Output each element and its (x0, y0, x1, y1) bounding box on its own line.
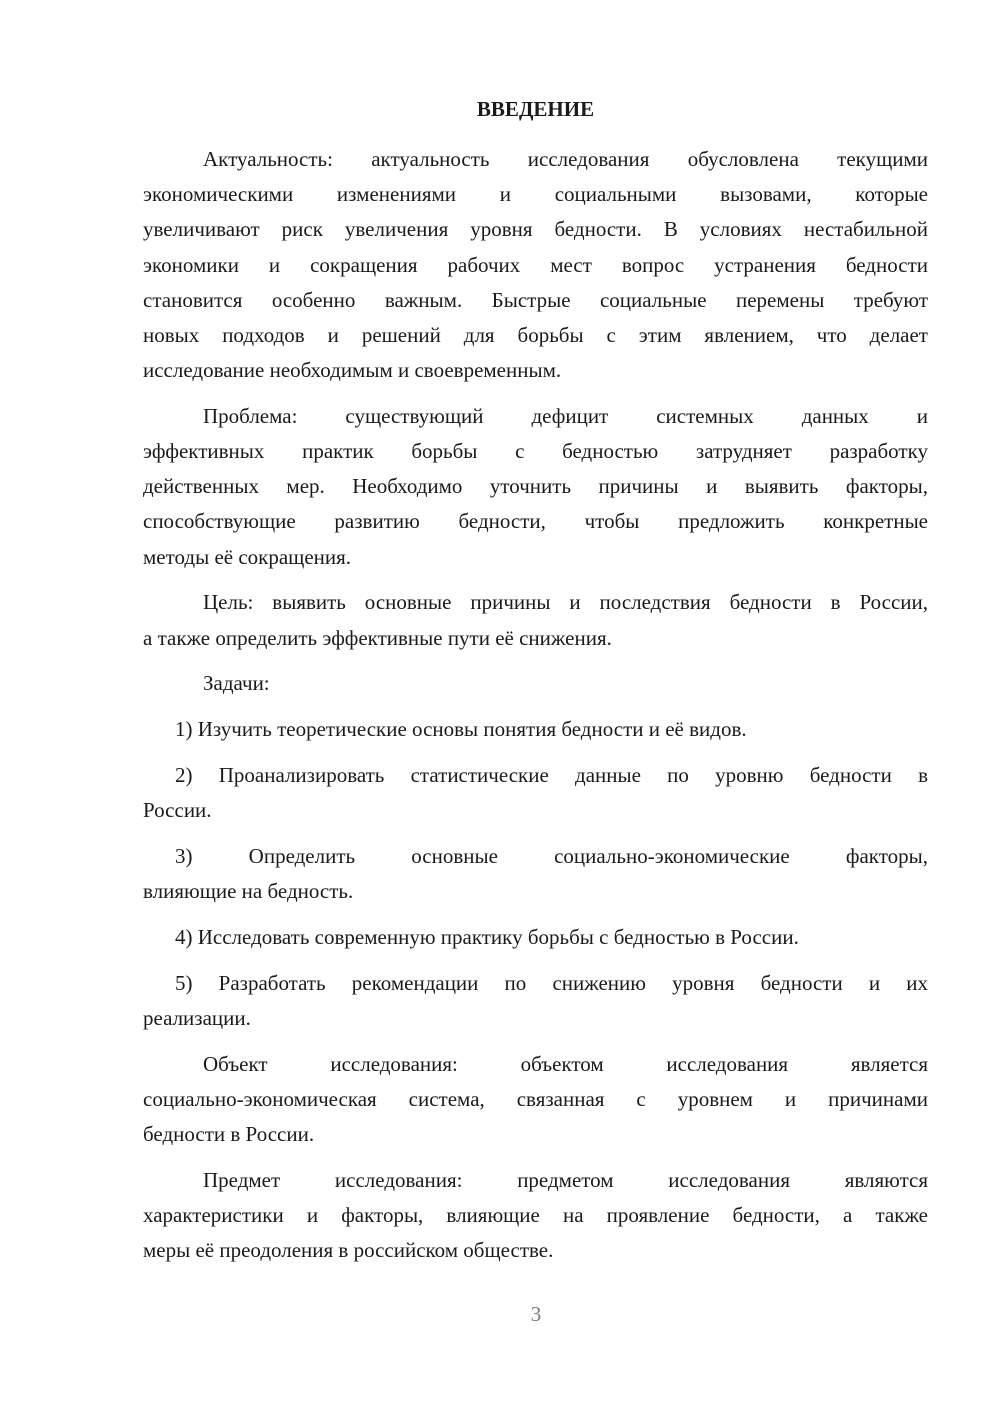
text-line: влияющие на бедность. (143, 879, 354, 904)
page-number: 3 (530, 1302, 542, 1326)
text-line: 5) Разработать рекомендации по снижению уровня бедности и их (175, 970, 928, 995)
text-line: действенных мер. Необходимо уточнить причины и выявить факторы, (143, 474, 928, 499)
text-line: методы её сокращения. (143, 544, 352, 569)
text-line: социально-экономическая система, связанная с уровнем и причинами (143, 1086, 928, 1111)
task-item-5 (143, 966, 928, 1036)
text-line: Объект исследования: объектом исследования является (203, 1051, 928, 1076)
text-line: бедности в России. (143, 1122, 315, 1147)
document-body (143, 142, 928, 1268)
relevance-paragraph (143, 142, 928, 388)
problem-paragraph (143, 399, 928, 575)
object-paragraph (143, 1047, 928, 1153)
task-item-1 (143, 712, 928, 747)
section-title: ВВЕДЕНИЕ (476, 97, 595, 121)
text-line: новых подходов и решений для борьбы с этим явлением, что делает (143, 322, 928, 347)
text-line: а также определить эффективные пути её снижения. (143, 625, 612, 650)
tasks-heading (143, 666, 928, 701)
text-line: России. (143, 798, 212, 823)
text-line: Актуальность: актуальность исследования обусловлена текущими (203, 147, 928, 171)
text-line: эффективных практик борьбы с бедностью затрудняет разработку (143, 439, 928, 464)
text-line: становится особенно важным. Быстрые социальные перемены требуют (143, 287, 928, 312)
document-page (143, 92, 928, 1279)
task-item-4 (143, 920, 928, 955)
text-line: увеличивают риск увеличения уровня бедности. В условиях нестабильной (143, 217, 928, 242)
text-line: способствующие развитию бедности, чтобы предложить конкретные (143, 509, 928, 534)
subject-paragraph (143, 1163, 928, 1269)
text-line: характеристики и факторы, влияющие на проявление бедности, а также (143, 1203, 928, 1227)
text-line: 4) Исследовать современную практику борьбы с бедностью в России. (175, 924, 799, 949)
text-line: экономическими изменениями и социальными вызовами, которые (143, 182, 928, 207)
text-line: Проблема: существующий дефицит системных данных и (203, 403, 928, 428)
text-line: 3) Определить основные социально-экономические факторы, (175, 843, 928, 868)
text-line: меры её преодоления в российском обществе. (143, 1238, 554, 1263)
text-line: реализации. (143, 1005, 251, 1030)
task-item-3 (143, 839, 928, 909)
task-item-2 (143, 758, 928, 828)
text-line: 2) Проанализировать статистические данные по уровню бедности в (175, 762, 928, 787)
text-line: 1) Изучить теоретические основы понятия бедности и её видов. (175, 717, 747, 742)
text-line: Цель: выявить основные причины и последствия бедности в России, (203, 590, 928, 615)
text-line: исследование необходимым и своевременным. (143, 358, 562, 383)
goal-paragraph (143, 585, 928, 655)
text-line: экономики и сокращения рабочих мест вопрос устранения бедности (143, 252, 928, 277)
text-line: Предмет исследования: предметом исследования являются (203, 1167, 928, 1192)
text-line: Задачи: (203, 671, 270, 696)
